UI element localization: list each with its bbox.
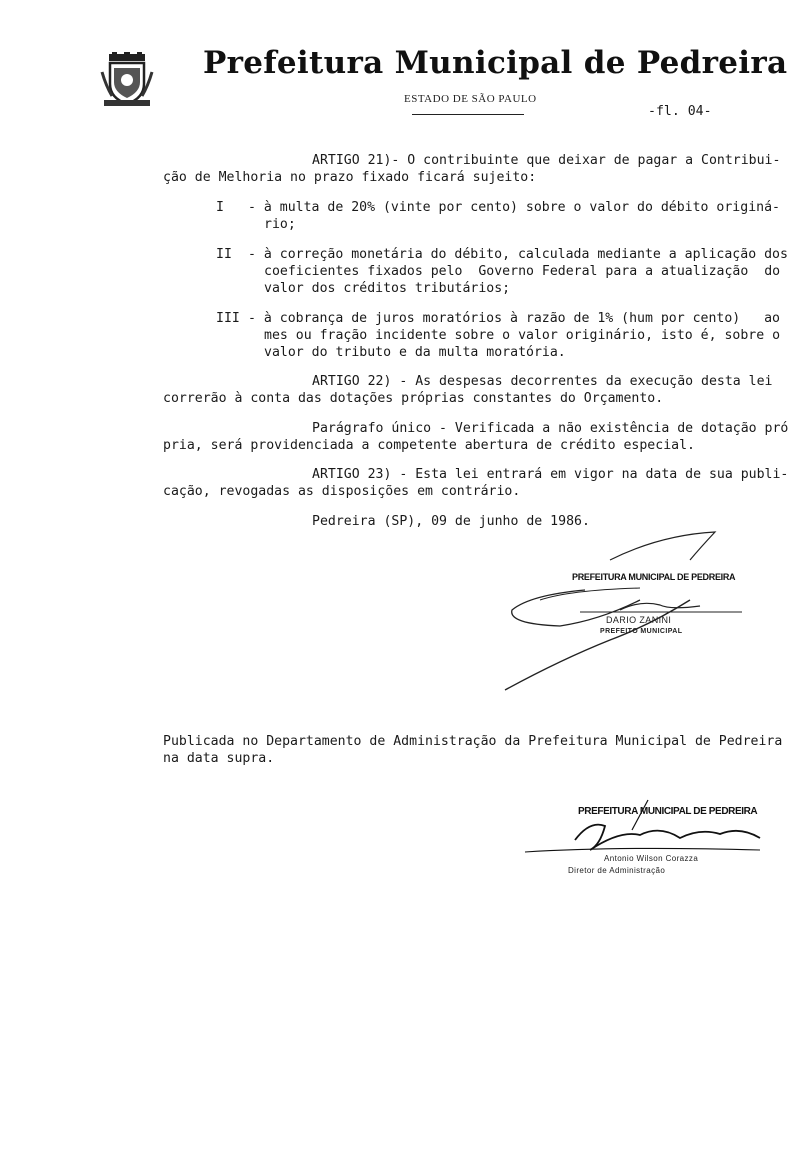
page-number: -fl. 04- [648,104,712,119]
article-22-line-2: correrão à conta das dotações próprias constantes do Orçamento. [163,391,664,406]
mayor-stamp-org: PREFEITURA MUNICIPAL DE PEDREIRA [572,572,736,582]
article-22-line-1: ARTIGO 22) - As despesas decorrentes da execução desta lei [312,374,773,389]
paragraph-line-1: Parágrafo único - Verificada a não existência de dotação pró [312,421,789,436]
publication-line-2: na data supra. [163,751,275,766]
item-3-number: III [216,311,240,326]
mayor-stamp-name: DARIO ZANINI [606,615,672,625]
state-subtitle: ESTADO DE SÃO PAULO [404,93,537,105]
paragraph-line-2: pria, será providenciada a competente abertura de crédito especial. [163,438,695,453]
item-3-line-2: mes ou fração incidente sobre o valor originário, isto é, sobre o [264,328,781,343]
publication-line-1: Publicada no Departamento de Administração da Prefeitura Municipal de Pedreira [163,734,783,749]
item-3-line-3: valor do tributo e da multa moratória. [264,345,566,360]
item-3-line-1: - à cobrança de juros moratórios à razão de 1% (hum por cento) ao [248,311,780,326]
item-1-line-1: - à multa de 20% (vinte por cento) sobre o valor do débito originá- [248,200,780,215]
item-1-number: I [216,200,224,215]
director-stamp-name: Antonio Wilson Corazza [604,854,699,863]
item-2-number: II [216,247,232,262]
mayor-stamp-role: PREFEITO MUNICIPAL [600,628,683,635]
article-21-line-1: ARTIGO 21)- O contribuinte que deixar de pagar a Contribui- [312,153,781,168]
item-1-line-2: rio; [264,217,296,232]
director-stamp-org: PREFEITURA MUNICIPAL DE PEDREIRA [578,806,758,817]
article-23-line-2: cação, revogadas as disposições em contrário. [163,484,521,499]
item-2-line-3: valor dos créditos tributários; [264,281,511,296]
article-23-line-1: ARTIGO 23) - Esta lei entrará em vigor na data de sua publi- [312,467,789,482]
article-21-line-2: ção de Melhoria no prazo fixado ficará sujeito: [163,170,537,185]
date-line: Pedreira (SP), 09 de junho de 1986. [312,514,590,529]
item-2-line-1: - à correção monetária do débito, calculada mediante a aplicação dos [248,247,788,262]
item-2-line-2: coeficientes fixados pelo Governo Federal para a atualização do [264,264,781,279]
page-title: Prefeitura Municipal de Pedreira [203,45,788,81]
director-stamp-role: Diretor de Administração [568,866,666,875]
